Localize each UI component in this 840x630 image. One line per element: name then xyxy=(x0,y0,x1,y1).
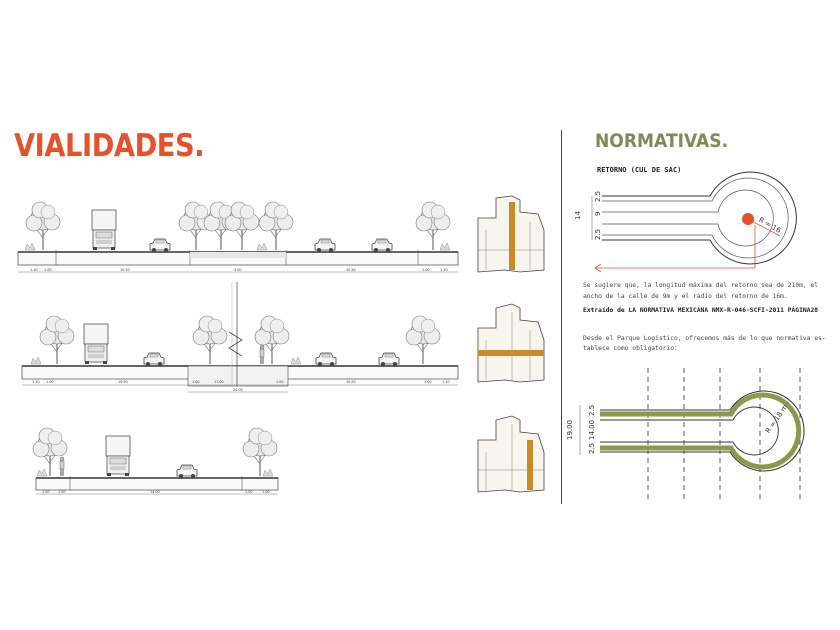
dim-label: 10.50 xyxy=(346,380,356,384)
person-icon xyxy=(260,345,264,364)
dim-label: 10.50 xyxy=(120,268,130,272)
shrub-icon xyxy=(37,469,47,476)
total-width-label: 14 xyxy=(574,211,582,220)
dim-label: 1.10 xyxy=(32,380,40,384)
radius-label: R = 18 m xyxy=(763,403,790,435)
street-section-3 xyxy=(33,428,278,494)
retorno-subtitle: RETORNO (CUL DE SAC) xyxy=(597,166,682,174)
street-section-2 xyxy=(22,282,458,392)
dim-label: 1.00 xyxy=(276,380,284,384)
dim-label: 10.50 xyxy=(346,268,356,272)
vialidades-title: VIALIDADES. xyxy=(14,128,205,164)
retorno-paragraph-line2: ancho de la calle de 9m y el radio del retorno de 16m. xyxy=(583,292,788,300)
normativa-source: Extraído de LA NORMATIVA MEXICANA NMX-R-046-SCFI-2011 PÁGINA28 xyxy=(583,307,819,314)
dim-label: 10.50 xyxy=(118,380,128,384)
shrub-icon xyxy=(257,243,267,250)
key-plan-3 xyxy=(478,416,544,492)
car-icon xyxy=(372,239,392,252)
width-label: 2.5 xyxy=(594,190,602,202)
dim-label: 1.00 xyxy=(245,490,253,494)
truck-icon xyxy=(84,324,108,364)
key-plan-1 xyxy=(478,196,544,272)
dim-label: 1.00 xyxy=(422,268,430,272)
width-label: 14.00 xyxy=(588,419,596,440)
dim-label: 1.00 xyxy=(44,268,52,272)
tree-icon xyxy=(40,316,74,364)
car-icon xyxy=(316,353,336,366)
total-width-label: 19.00 xyxy=(566,419,574,440)
person-icon xyxy=(60,457,64,476)
car-icon xyxy=(315,239,335,252)
shrub-icon xyxy=(25,243,35,250)
offer-line1: Desde el Parque Logístico, ofrecemos más de lo que normativa es- xyxy=(583,335,826,342)
width-label: 2.5 xyxy=(594,228,602,240)
dim-label: 1.00 xyxy=(424,380,432,384)
shrub-icon xyxy=(440,243,450,250)
offer-line2: tablece como obligatorio: xyxy=(583,345,678,352)
dim-label: 1.10 xyxy=(440,268,448,272)
truck-icon xyxy=(92,210,116,250)
median-dim-label: 20.00 xyxy=(233,388,243,392)
width-label: 2.5 xyxy=(588,442,596,454)
shrub-icon xyxy=(291,357,301,364)
dim-label: 1.00 xyxy=(46,380,54,384)
cul-de-sac-diagram-top xyxy=(574,172,796,272)
width-label: 2.5 xyxy=(588,404,596,416)
street-section-1 xyxy=(18,202,458,272)
shrub-icon xyxy=(31,357,41,364)
dim-label: 3.00 xyxy=(234,268,242,272)
normativas-title: NORMATIVAS. xyxy=(595,130,729,152)
truck-icon xyxy=(106,436,130,476)
retorno-paragraph-line1: Se sugiere que, la longitud máxima del retorno sea de 210m, el xyxy=(583,282,819,289)
width-label: 9 xyxy=(594,211,602,216)
dim-label: 1.00 xyxy=(58,490,66,494)
dim-label: 1.10 xyxy=(442,380,450,384)
radius-label: R = 16 xyxy=(757,215,783,235)
tree-icon xyxy=(193,316,227,364)
tree-icon xyxy=(406,316,440,364)
dim-label: 1.10 xyxy=(30,268,38,272)
center-point-icon xyxy=(742,213,754,225)
key-plan-2 xyxy=(478,304,544,382)
dim-label: 1.00 xyxy=(262,490,270,494)
cul-de-sac-diagram-bottom xyxy=(566,368,804,500)
tree-icon xyxy=(26,202,60,250)
shrub-icon xyxy=(263,469,273,476)
tree-icon xyxy=(416,202,450,250)
car-icon xyxy=(177,465,197,478)
car-icon xyxy=(150,239,170,252)
car-icon xyxy=(379,353,399,366)
dim-label: 14.00 xyxy=(150,490,160,494)
dim-label: 1.00 xyxy=(42,490,50,494)
car-icon xyxy=(144,353,164,366)
tree-icon xyxy=(243,428,277,476)
dim-label: 1.00 xyxy=(192,380,200,384)
dim-label: 17.00 xyxy=(214,380,224,384)
